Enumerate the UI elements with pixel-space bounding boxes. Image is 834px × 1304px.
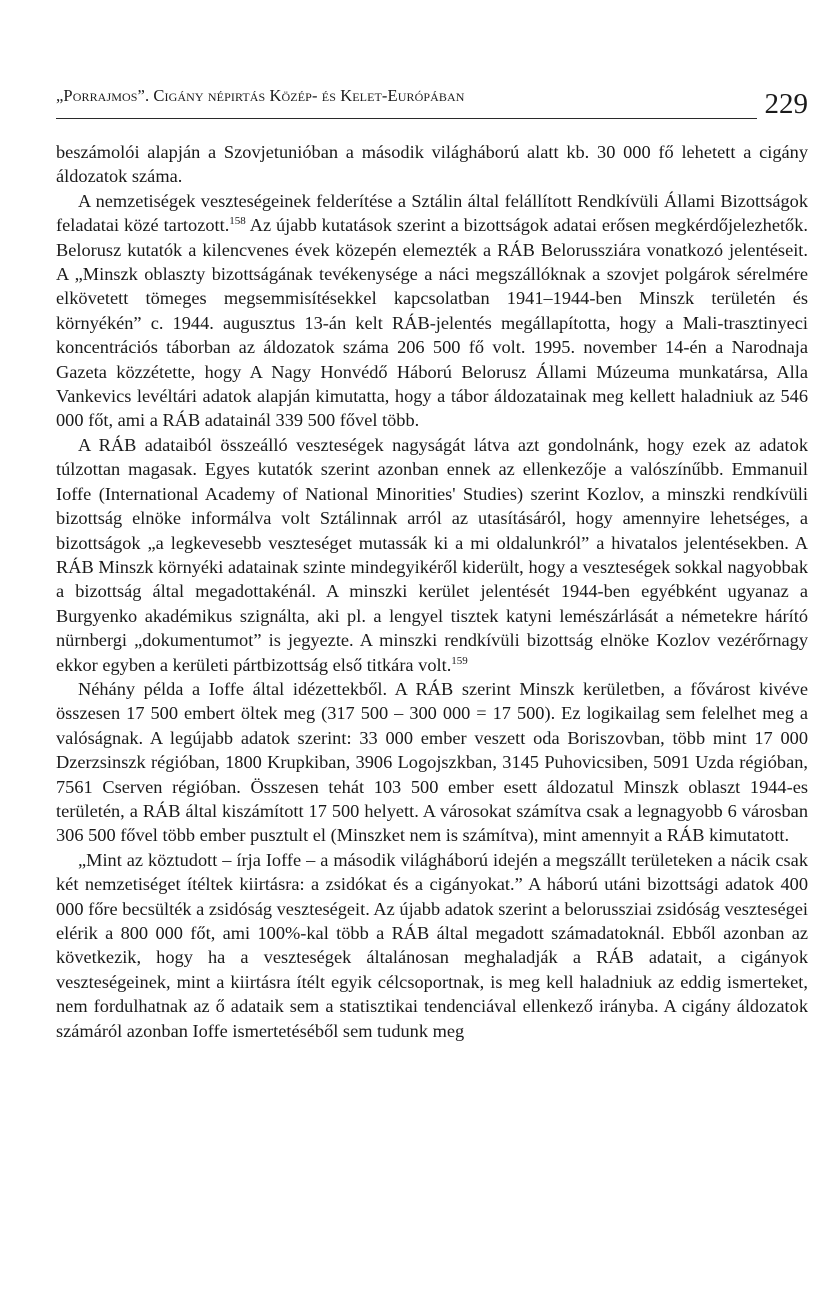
paragraph-4 [56,677,808,848]
paragraph-2 [56,189,808,433]
running-header [56,72,808,119]
footnote-ref-158: 158 [229,215,246,228]
paragraph-5 [56,848,808,1043]
footnote-ref-159: 159 [451,654,468,667]
book-page [56,0,808,1304]
paragraph-1-text: beszámolói alapján a Szovjetunióban a második világháború alatt kb. 30 000 fő lehetett a cigány áldozatok száma. [56,142,808,187]
paragraph-2-text-before: A nemzetiségek veszteségeinek felderítése a Sztálin által felállított Rendkívüli Állami Bizottságok feladatai közé tartozott. [56,190,808,236]
paragraph-4-text: Néhány példa a Ioffe által idézettekből. A RÁB szerint Minszk kerületben, a fővárost kivéve összesen 17 500 embert öltek meg (317 500 – 300 000 = 17 500). Ez logikailag sem felelhet meg a valóságnak. A legújabb adatok szerint: 33 000 ember veszett oda Boriszovban, több mint 17 000 Dzerzsinszk régióban, 1800 Krupkiban, 3906 Logojszkban, 3145 Puhovicsiben, 5091 Uzda régióban, 7561 Cserven régióban. Összesen tehát 103 500 ember esett áldozatul Minszk oblaszt 1944-es területén, a RÁB által kiszámított 17 500 helyett. A városokat számítva csak a legnagyobb 6 városban 306 500 fővel több ember pusztult el (Minszket nem is számítva), mint amennyit a RÁB kimutatott. [56,678,808,846]
paragraph-5-text: „Mint az köztudott – írja Ioffe – a második világháború idején a megszállt területeken a nácik csak két nemzetiséget ítéltek kiirtásra: a zsidókat és a cigányokat.” A háború utáni bizottsági adatok 400 000 főre becsülték a zsidóság veszteségeit. Az újabb adatok szerint a belorussziai zsidóság veszteségei elérik a 800 000 főt, ami 100%-kal több a RÁB által megadott számadatoknál. Ebből azonban az következik, hogy ha a veszteségek általánosan meghaladják a RÁB adatait, a cigányok veszteségeinek, mint a kiirtásra ítélt egyik célcsoportnak, is meg kell haladniuk az eddig ismerteket, nem fordulhatnak az ő adataik sem a statisztikai tendenciával ellenkező irányba. A cigány áldozatok számáról azonban Ioffe ismertetéséből sem tudunk meg [56,849,808,1041]
running-title: „Porrajmos”. Cigány népirtás Közép- és Kelet-Európában [56,86,465,105]
body-text [56,140,808,1043]
page-number: 229 [757,90,809,119]
paragraph-2-text-after: Az újabb kutatások szerint a bizottságok adatai erősen megkérdőjelezhetők. Belorusz kutatók a kilencvenes évek közepén elemezték a RÁB Belorussziára vonatkozó jelentéseit. A „Minszk oblaszty bizottságának tevékenysége a náci megszállóknak a szovjet polgárok sérelmére elkövetett tömeges megsemmisítésekkel kapcsolatban 1941–1944-ben Minszk területén és környékén” c. 1944. augusztus 13-án kelt RÁB-jelentés megállapította, hogy a Mali-trasztinyeci koncentrációs táborban az áldozatok száma 206 500 fő volt. 1995. november 14-én a Narodnaja Gazeta közzétette, hogy A Nagy Honvédő Háború Belorusz Állami Múzeuma munkatársa, Alla Vankevics levéltári adatok alapján kimutatta, hogy a tábor áldozatainak meg kellett haladniuk az 546 000 főt, ami a RÁB adatainál 339 500 fővel több. [56,215,808,431]
paragraph-3-text-before: A RÁB adataiból összeálló veszteségek nagyságát látva azt gondolnánk, hogy ezek az adatok túlzottan magasak. Egyes kutatók szerint azonban ennek az ellenkezője a valószínűbb. Emmanuil Ioffe (International Academy of National Minorities' Studies) szerint Kozlov, a minszki rendkívüli bizottság elnöke informálva volt Sztálinnak arról az utasításáról, hogy amennyire lehetséges, a bizottságok „a legkevesebb veszteséget mutassák ki a mi oldalunkról” a hivatalos jelentésekben. A RÁB Minszk környéki adatainak szinte mindegyikéről kiderült, hogy a veszteségek sokkal nagyobbak a bizottság által megadottakénál. A minszki kerület jelentését 1944-ben egyébként ugyanaz a Burgyenko akadémikus szignálta, aki pl. a lengyel tisztek katyni lemészárlását a németekre hárító nürnbergi „dokumentumot” is jegyezte. A minszki rendkívüli bizottság elnöke Kozlov vezérőrnagy ekkor egyben a kerületi pártbizottság első titkára volt. [56,434,808,675]
paragraph-3 [56,433,808,677]
paragraph-1 [56,140,808,189]
